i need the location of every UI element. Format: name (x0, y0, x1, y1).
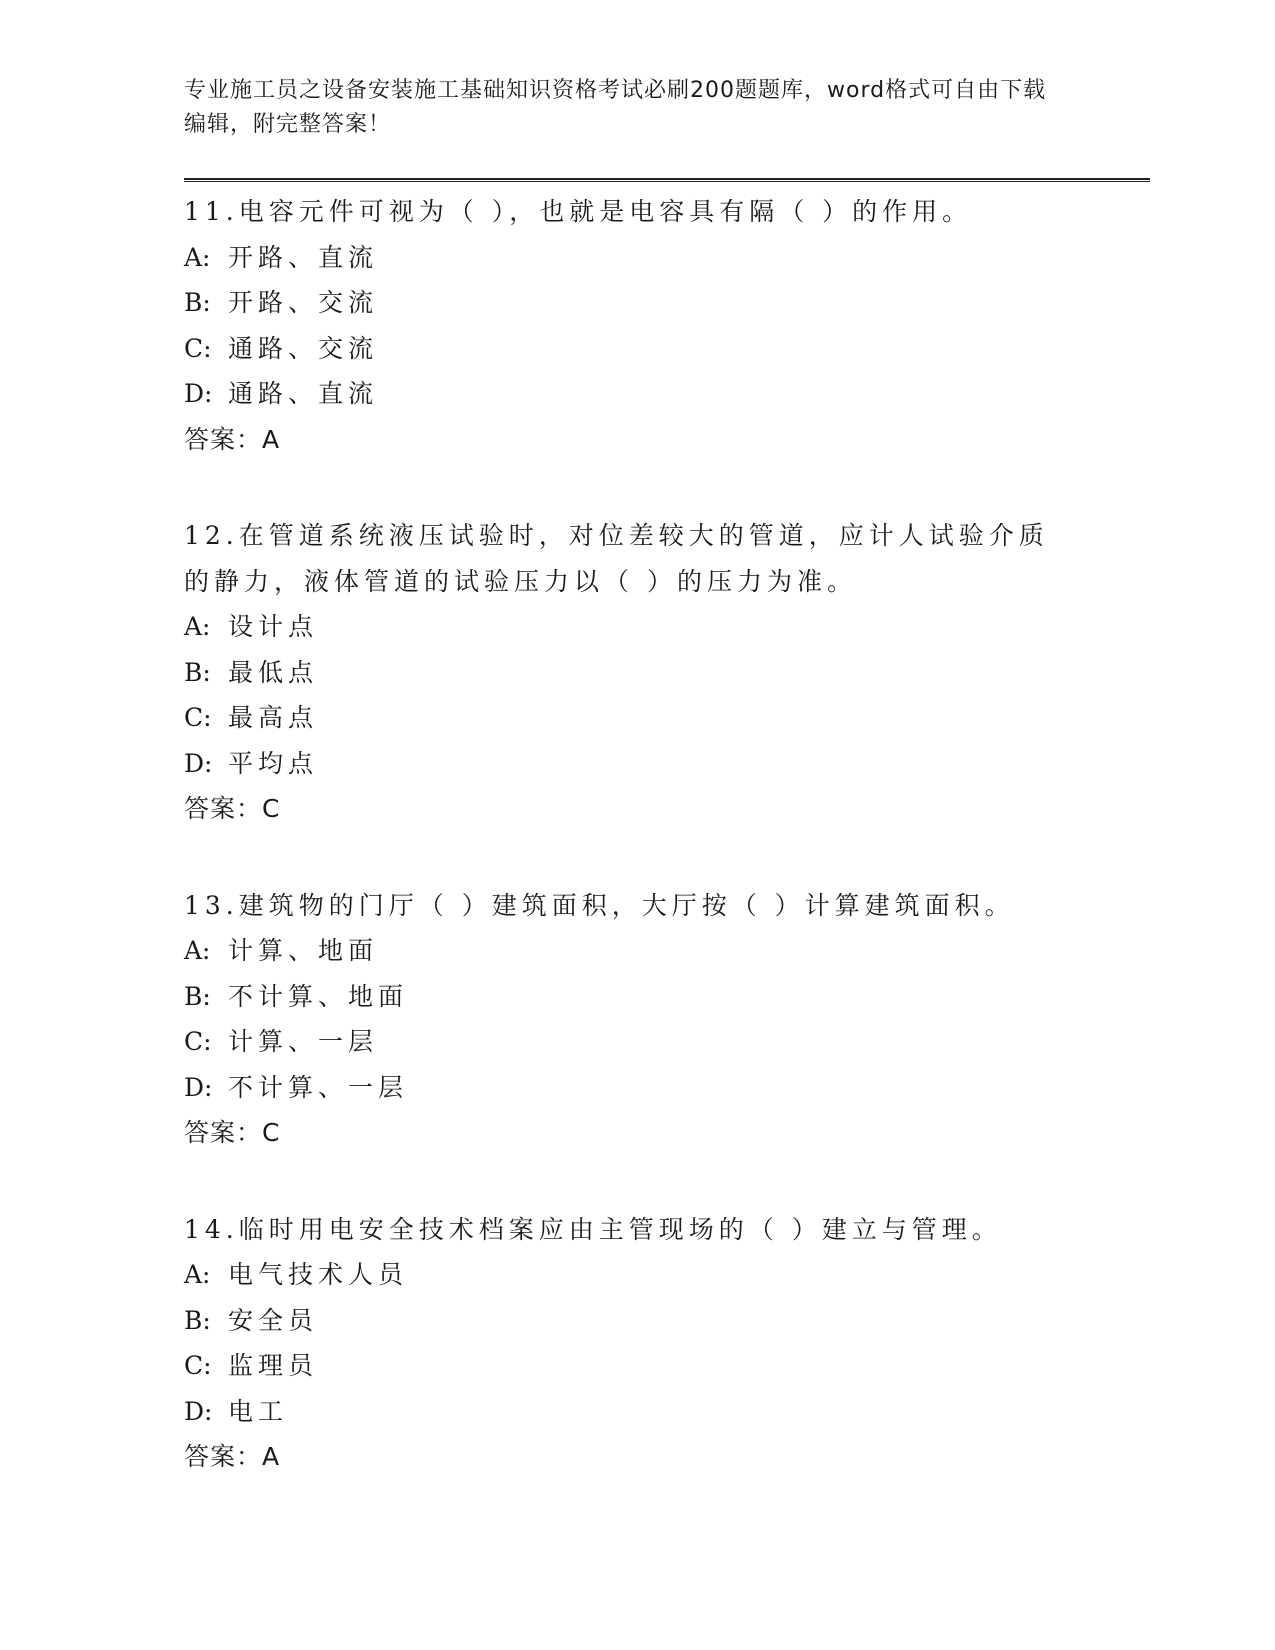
option-label: C: (184, 703, 212, 732)
option-label: D: (184, 379, 213, 408)
option-text: 最高点 (228, 703, 319, 732)
document-header: 专业施工员之设备安装施工基础知识资格考试必刷200题题库，word格式可自由下载编辑，附完整答案！ (184, 78, 1047, 137)
option-label: A: (184, 612, 211, 641)
option-text: 电工 (228, 1396, 289, 1426)
option-label: C: (184, 333, 212, 363)
option-label: D: (184, 1072, 213, 1102)
question-11 (184, 189, 1150, 462)
option-text: 平均点 (228, 748, 319, 778)
question-stem: 12.在管道系统液压试验时，对位差较大的管道，应计人试验介质的静力，液体管道的试验压力以（ ）的压力为准。 (184, 521, 1049, 596)
option-d (184, 741, 1150, 787)
option-c (184, 695, 1150, 741)
option-text: 设计点 (228, 612, 319, 641)
option-b (184, 1298, 1150, 1344)
option-label: C: (184, 1027, 212, 1056)
option-text: 通路、交流 (228, 333, 379, 363)
option-b (184, 280, 1150, 326)
option-text: 监理员 (228, 1351, 319, 1380)
option-d (184, 1065, 1150, 1111)
option-text: 计算、一层 (228, 1027, 379, 1056)
option-label: D: (184, 1396, 213, 1426)
option-text: 安全员 (228, 1305, 319, 1335)
option-text: 电气技术人员 (228, 1260, 409, 1289)
option-label: B: (184, 288, 211, 317)
question-14 (184, 1207, 1150, 1480)
option-d (184, 371, 1150, 417)
option-b (184, 974, 1150, 1020)
option-label: B: (184, 657, 211, 687)
option-label: B: (184, 1305, 211, 1335)
question-stem: 14.临时用电安全技术档案应由主管现场的（ ）建立与管理。 (184, 1214, 1002, 1244)
option-text: 开路、交流 (228, 288, 379, 317)
option-label: D: (184, 748, 213, 778)
question-12 (184, 513, 1150, 832)
option-c (184, 1019, 1150, 1065)
option-a (184, 1252, 1150, 1298)
answer: 答案：C (184, 794, 281, 823)
question-stem: 13.建筑物的门厅（ ）建筑面积，大厅按（ ）计算建筑面积。 (184, 890, 1015, 920)
option-c (184, 1343, 1150, 1389)
answer: 答案：A (184, 424, 281, 454)
option-label: A: (184, 242, 211, 272)
answer: 答案：C (184, 1118, 281, 1147)
option-a (184, 235, 1150, 281)
question-stem: 11.电容元件可视为（ ），也就是电容具有隔（ ）的作用。 (184, 197, 973, 226)
option-text: 不计算、地面 (228, 981, 409, 1011)
option-text: 通路、直流 (228, 379, 379, 408)
option-label: C: (184, 1351, 212, 1380)
option-a (184, 604, 1150, 650)
option-text: 最低点 (228, 657, 319, 687)
option-c (184, 326, 1150, 372)
question-13 (184, 883, 1150, 1156)
option-a (184, 928, 1150, 974)
option-text: 不计算、一层 (228, 1072, 409, 1102)
header-divider (184, 178, 1150, 182)
option-text: 开路、直流 (228, 242, 379, 272)
option-text: 计算、地面 (228, 936, 379, 965)
answer: 答案：A (184, 1442, 281, 1471)
option-label: B: (184, 981, 211, 1011)
option-d (184, 1389, 1150, 1435)
question-list (184, 189, 1150, 1531)
option-label: A: (184, 936, 211, 965)
option-label: A: (184, 1260, 211, 1289)
option-b (184, 650, 1150, 696)
